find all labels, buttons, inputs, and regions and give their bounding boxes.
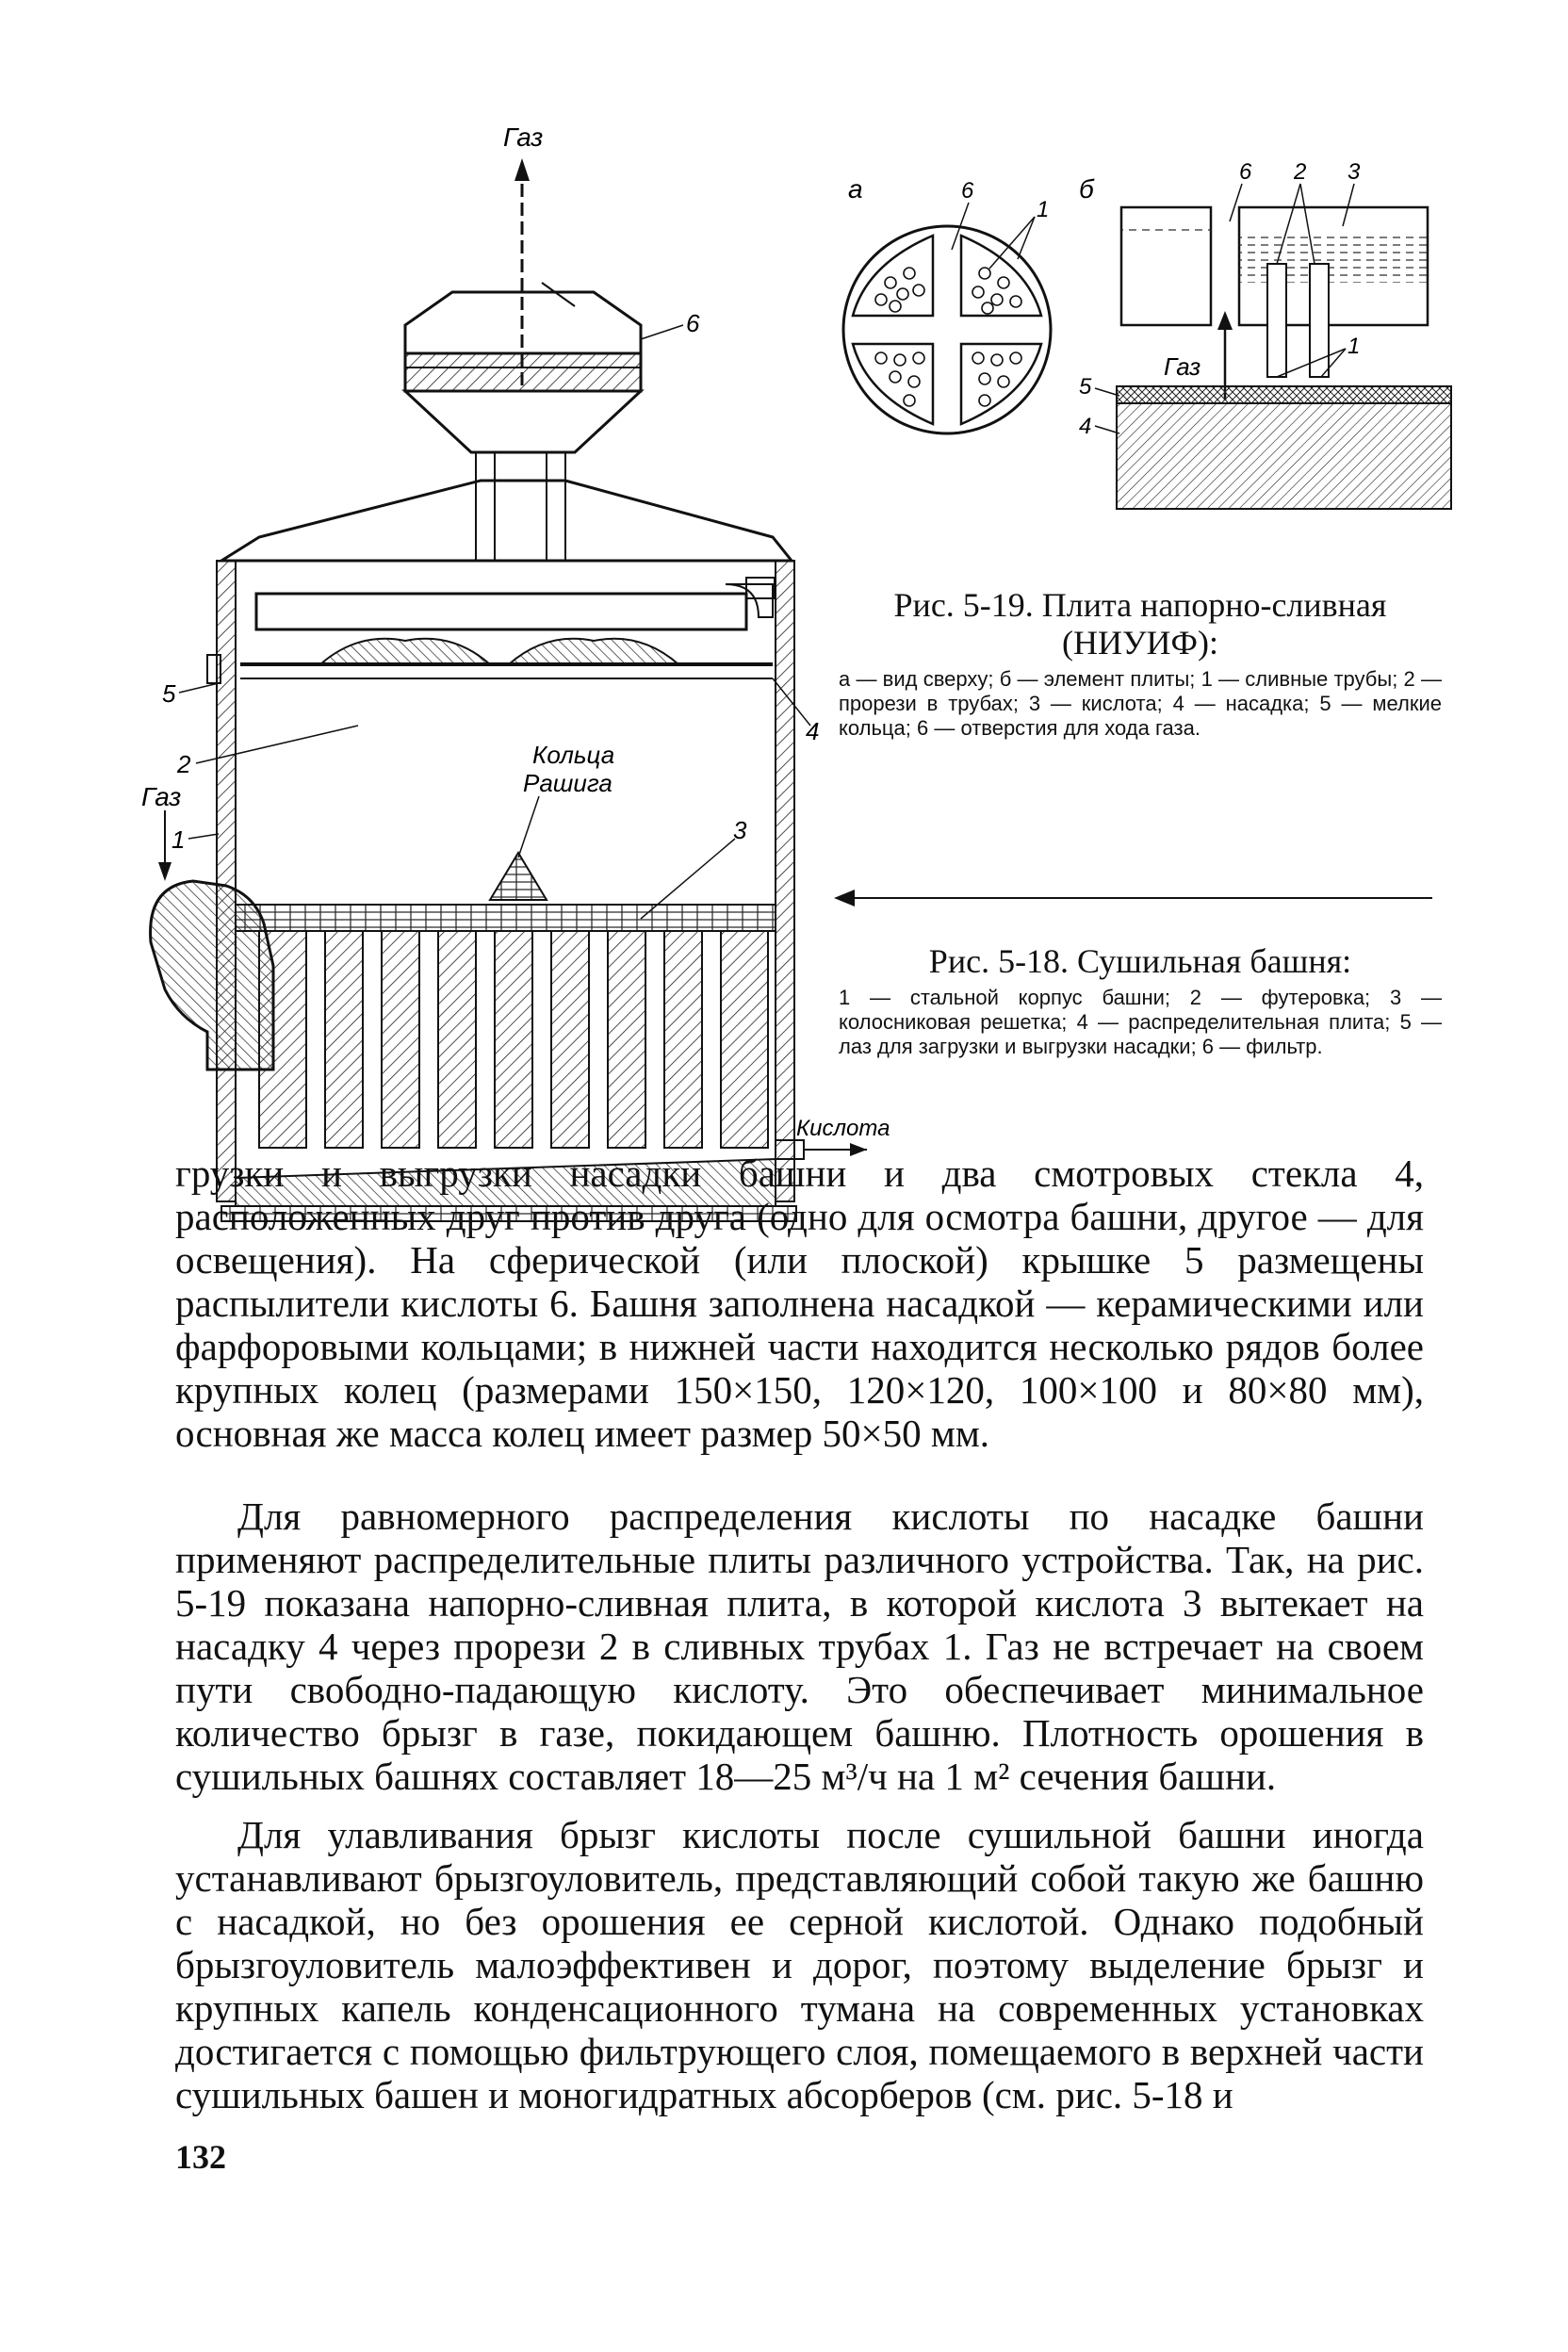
figure-5-19-caption-legend: а — вид сверху; б — элемент плиты; 1 — сливные трубы; 2 — прорези в трубах; 3 — кислота; 4 — насадка; 5 — мелкие кольца; 6 — отверстия для хода газа. xyxy=(839,667,1442,740)
label-b-5: 5 xyxy=(1079,374,1092,400)
label-a-1: 1 xyxy=(1037,197,1050,222)
label-a-6: 6 xyxy=(961,178,974,204)
label-4: 4 xyxy=(806,717,820,745)
label-rings-2: Рашига xyxy=(523,769,612,797)
label-b: б xyxy=(1079,174,1094,204)
label-a: а xyxy=(848,174,863,204)
figure-5-18-caption xyxy=(839,942,1442,1059)
figure-5-19-caption-title: Рис. 5-19. Плита напорно-сливная (НИУИФ): xyxy=(893,586,1387,662)
label-2: 2 xyxy=(177,750,191,778)
page-number: 132 xyxy=(175,2138,226,2176)
paragraph-2: Для равномерного распределения кислоты по насадке башни применяют распределительные плиты различного устройства. Так, на рис. 5-19 показана напорно-сливная плита, в которой кислота 3 вытекает на насадку 4 через прорези 2 в сливных трубах 1. Газ не встречает на своем пути свободно-падающую кислоту. Это обеспечивает минимальное количество брызг в газе, покидающем башню. Плотность орошения в сушильных башнях составляет 18—25 м³/ч на 1 м² сечения башни. xyxy=(175,1494,1424,1798)
label-3: 3 xyxy=(733,816,747,844)
label-gas-top: Газ xyxy=(503,122,544,152)
label-b-gas: Газ xyxy=(1164,352,1201,381)
label-1: 1 xyxy=(172,825,186,854)
label-gas-left: Газ xyxy=(141,782,182,811)
label-b-2: 2 xyxy=(1294,159,1307,185)
label-b-4: 4 xyxy=(1079,414,1092,439)
label-acid: Кислота xyxy=(796,1116,890,1141)
plate-top-view-figure xyxy=(829,160,1065,471)
figure-5-19-caption xyxy=(839,586,1442,741)
label-5: 5 xyxy=(162,679,176,708)
plate-element-figure xyxy=(1074,151,1451,528)
label-6: 6 xyxy=(686,309,700,337)
label-b-6: 6 xyxy=(1239,159,1252,185)
figure-5-18-caption-title: Рис. 5-18. Сушильная башня: xyxy=(928,942,1352,980)
paragraph-3: Для улавливания брызг кислоты после сушильной башни иногда устанавливают брызгоуловитель, представляющий собой такую же башню с насадкой, но без орошения ее серной кислотой. Однако подобный брызгоуловитель малоэффективен и дорог, поэтому выделение брызг и крупных капель конденсационного тумана на современных установках достигается с помощью фильтрующего слоя, помещаемого в верхней части сушильных башен и моногидратных абсорберов (см. рис. 5-18 и xyxy=(175,1813,1424,2116)
label-b-3: 3 xyxy=(1348,159,1361,185)
drying-tower-figure xyxy=(141,113,890,1141)
caption-divider xyxy=(843,897,1432,899)
figure-5-18-caption-legend: 1 — стальной корпус башни; 2 — футеровка; 3 — колосниковая решетка; 4 — распределительная плита; 5 — лаз для загрузки и выгрузки насадки; 6 — фильтр. xyxy=(839,986,1442,1058)
label-rings-1: Кольца xyxy=(532,741,615,769)
paragraph-1: грузки и выгрузки насадки башни и два смотровых стекла 4, расположенных друг против друга (одно для осмотра башни, другое — для освещения). На сферической (или плоской) крышке 5 размещены распылители кислоты 6. Башня заполнена насадкой — керамическими или фарфоровыми кольцами; в нижней части находится несколько рядов более крупных колец (размерами 150×150, 120×120, 100×100 и 80×80 мм), основная же масса колец имеет размер 50×50 мм. xyxy=(175,1152,1424,1455)
label-b-1: 1 xyxy=(1348,334,1361,359)
